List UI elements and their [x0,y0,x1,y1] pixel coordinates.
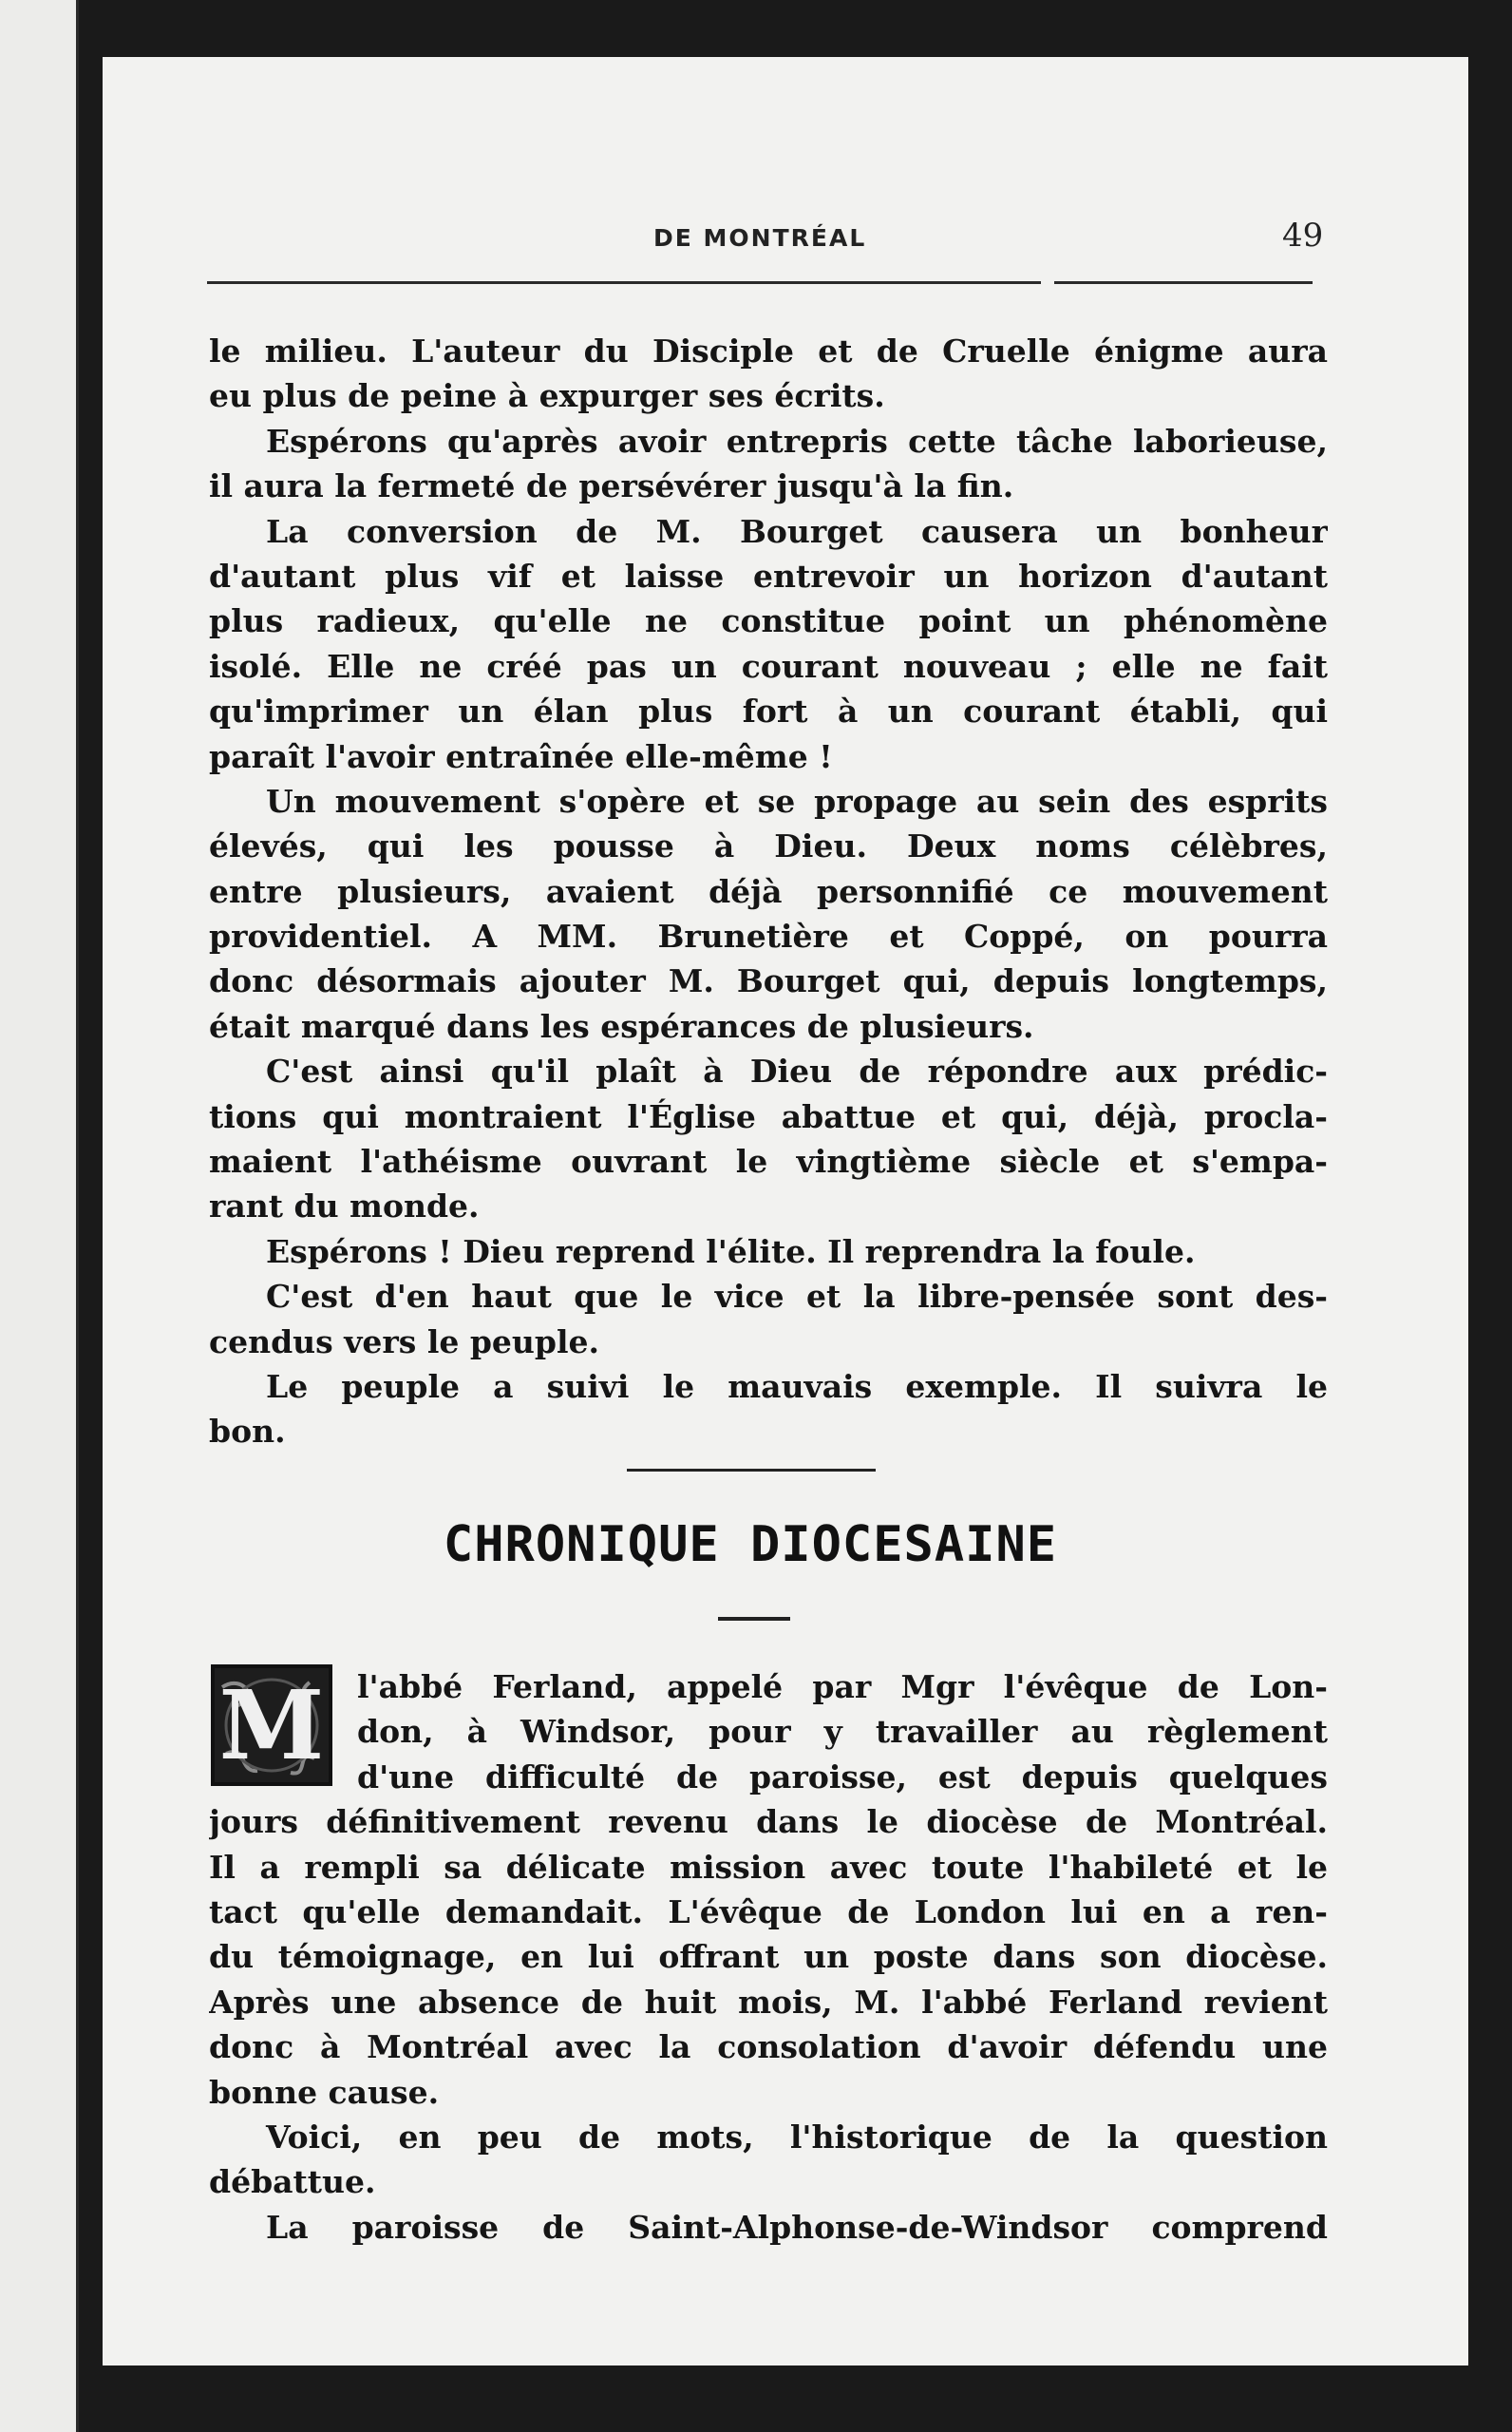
section-separator [627,1469,876,1472]
text-line: tact qu'elle demandait. L'évêque de London lui en a ren- [209,1892,1328,1930]
adjacent-page-edge [0,0,79,2432]
text-line: d'une difficulté de paroisse, est depuis quelques [357,1758,1328,1796]
text-line: donc à Montréal avec la consolation d'avoir défendu une [209,2028,1328,2066]
text-line: débattue. [209,2163,376,2201]
running-header: DE MONTRÉAL [653,224,867,252]
text-line: il aura la fermeté de persévérer jusqu'à la fin. [209,467,1014,505]
page-number: 49 [1282,217,1324,255]
section-title: CHRONIQUE DIOCESAINE [443,1516,1058,1573]
text-line: qu'imprimer un élan plus fort à un courant établi, qui [209,693,1328,731]
title-underline [718,1617,790,1621]
header-rule-right [1054,281,1313,284]
text-line: isolé. Elle ne créé pas un courant nouveau ; elle ne fait [209,647,1328,685]
text-line: bonne cause. [209,2073,440,2111]
text-line: rant du monde. [209,1188,480,1226]
text-line: eu plus de peine à expurger ses écrits. [209,377,885,415]
text-line: élevés, qui les pousse à Dieu. Deux noms célèbres, [209,827,1328,865]
drop-cap-letter: M [218,1669,325,1781]
text-line: La conversion de M. Bourget causera un bonheur [266,512,1328,550]
text-line: jours définitivement revenu dans le diocèse de Montréal. [209,1803,1328,1841]
text-line: don, à Windsor, pour y travailler au règlement [357,1713,1328,1751]
text-line: était marqué dans les espérances de plusieurs. [209,1007,1034,1045]
section-body-text [209,1664,1328,2250]
text-line: entre plusieurs, avaient déjà personnifié ce mouvement [209,872,1328,910]
text-line: Espérons qu'après avoir entrepris cette tâche laborieuse, [266,422,1328,460]
text-line: donc désormais ajouter M. Bourget qui, depuis longtemps, [209,962,1328,1000]
text-line: tions qui montraient l'Église abattue et qui, déjà, procla- [209,1097,1328,1135]
text-line: Un mouvement s'opère et se propage au sein des esprits [266,782,1328,820]
text-line: l'abbé Ferland, appelé par Mgr l'évêque de Lon- [357,1668,1328,1705]
text-line: d'autant plus vif et laisse entrevoir un horizon d'autant [209,557,1328,595]
header-rule [207,281,1041,284]
text-line: Le peuple a suivi le mauvais exemple. Il suivra le [266,1367,1328,1405]
text-line: Voici, en peu de mots, l'historique de la question [266,2118,1328,2156]
text-line: plus radieux, qu'elle ne constitue point un phénomène [209,602,1328,640]
text-line: providentiel. A MM. Brunetière et Coppé, on pourra [209,918,1328,956]
text-line: Il a rempli sa délicate mission avec toute l'habileté et le [209,1848,1328,1886]
text-line: C'est ainsi qu'il plaît à Dieu de répondre aux prédic- [266,1053,1328,1091]
text-line: cendus vers le peuple. [209,1322,600,1360]
text-line: le milieu. L'auteur du Disciple et de Cruelle énigme aura [209,332,1328,370]
text-line: C'est d'en haut que le vice et la libre-pensée sont des- [266,1278,1328,1316]
text-line: La paroisse de Saint-Alphonse-de-Windsor comprend [266,2208,1328,2246]
text-line: Espérons ! Dieu reprend l'élite. Il reprendra la foule. [266,1232,1196,1270]
body-text [209,329,1328,1454]
text-line: Après une absence de huit mois, M. l'abbé Ferland revient [209,1983,1328,2021]
text-line: maient l'athéisme ouvrant le vingtième siècle et s'empa- [209,1143,1328,1181]
text-line: paraît l'avoir entraînée elle-même ! [209,737,833,775]
text-line: du témoignage, en lui offrant un poste dans son diocèse. [209,1938,1328,1976]
text-line: bon. [209,1413,286,1451]
